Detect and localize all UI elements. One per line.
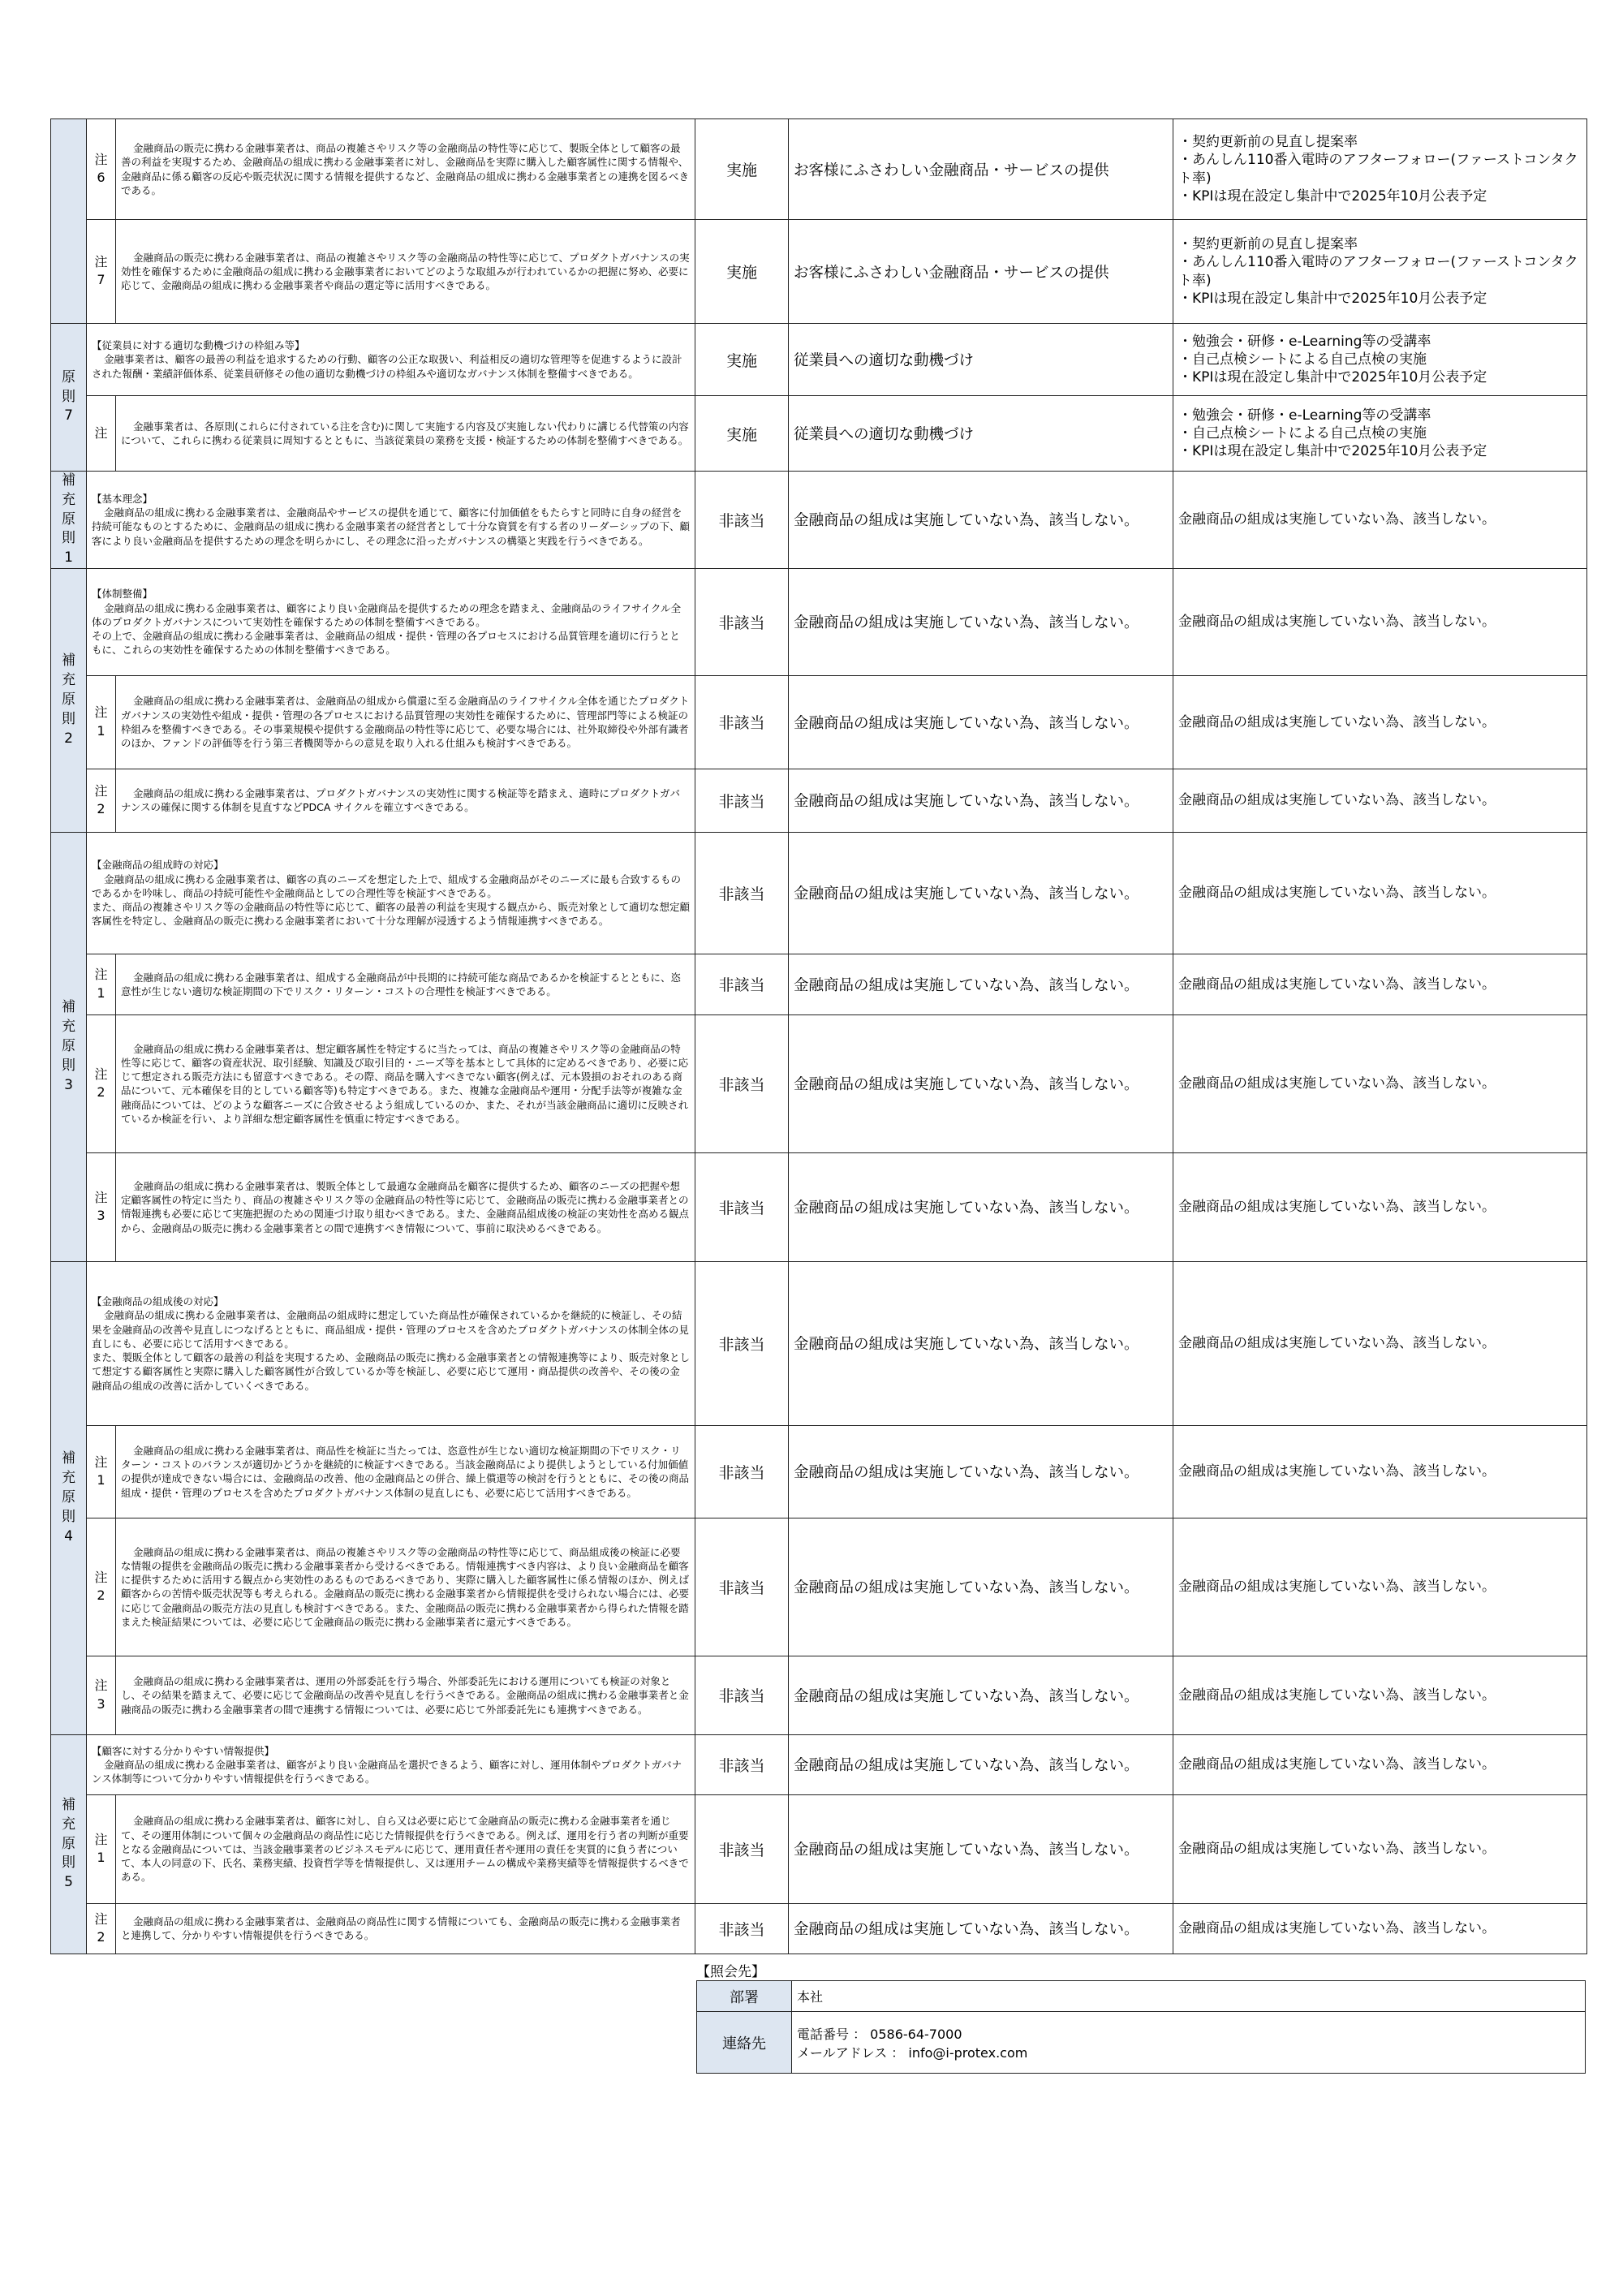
kpi-cell: 金融商品の組成は実施していない為、該当しない。 xyxy=(1173,675,1587,769)
status-cell: 非該当 xyxy=(695,769,789,832)
principle-description: 金融商品の組成に携わる金融事業者は、金融商品の商品性に関する情報についても、金融商品の販売に携わる金融事業者と連携して、分かりやすい情報提供を行うべきである。 xyxy=(116,1903,695,1954)
principle-description: 金融商品の組成に携わる金融事業者は、想定顧客属性を特定するに当たっては、商品の複雑さやリスク等の金融商品の特性等に応じて、顧客の資産状況、取引経験、知識及び取引目的・ニーズ等を基本として具体的に定めるべきであり、必要に応じて想定される販売方法にも留意すべきである。その際、商品を購入すべきでない顧客(例えば、元本毀損のおそれのある商品について、元本確保を目的としている顧客等)も特定すべきである。また、複雑な金融商品や運用・分配手法等が複雑な金融商品については、どのような顧客ニーズに合致させるよう組成しているのか、また、それが当該金融商品に適切に反映されているか検証を行い、より詳細な想定顧客属性を慎重に特定すべきである。 xyxy=(116,1014,695,1152)
plan-cell: お客様にふさわしい金融商品・サービスの提供 xyxy=(789,119,1173,220)
note-label: 注7 xyxy=(87,220,116,324)
kpi-cell: 金融商品の組成は実施していない為、該当しない。 xyxy=(1173,1518,1587,1656)
plan-cell: 金融商品の組成は実施していない為、該当しない。 xyxy=(789,1425,1173,1518)
group-label: 補充原則2 xyxy=(51,568,87,832)
principle-description: 金融商品の組成に携わる金融事業者は、商品の複雑さやリスク等の金融商品の特性等に応じて、商品組成後の検証に必要な情報の提供を金融商品の販売に携わる金融事業者から受けるべきである。情報連携すべき内容は、より良い金融商品を顧客に提供するために活用する観点から実効性のあるものであるべきであり、実際に購入した顧客属性に係る情報のほか、例えば顧客からの苦情や販売状況等も考えられる。金融商品の販売に携わる金融事業者から情報提供を受けられない場合には、必要に応じて金融商品の販売方法の見直しも検討すべきである。また、金融商品の販売に携わる金融事業者から得られた情報を踏まえた検証結果については、必要に応じて金融商品の販売に携わる金融事業者に還元すべきである。 xyxy=(116,1518,695,1656)
contact-table xyxy=(696,1980,1586,2074)
plan-cell: 金融商品の組成は実施していない為、該当しない。 xyxy=(789,832,1173,954)
principle-heading: 【基本理念】 xyxy=(92,492,153,505)
status-cell: 非該当 xyxy=(695,1518,789,1656)
plan-cell: 金融商品の組成は実施していない為、該当しない。 xyxy=(789,1014,1173,1152)
table-row xyxy=(51,1734,1587,1794)
note-label: 注1 xyxy=(87,954,116,1014)
table-row xyxy=(51,675,1587,769)
contact-details xyxy=(792,2012,1586,2074)
table-row xyxy=(51,1152,1587,1261)
email-address: メールアドレス ： info@i-protex.com xyxy=(797,2044,1028,2061)
plan-cell: 金融商品の組成は実施していない為、該当しない。 xyxy=(789,954,1173,1014)
status-cell: 非該当 xyxy=(695,568,789,675)
kpi-cell xyxy=(1173,119,1587,220)
note-label: 注3 xyxy=(87,1152,116,1261)
note-label: 注1 xyxy=(87,1425,116,1518)
kpi-text: ・契約更新前の見直し提案率 ・あんしん110番入電時のアフターフォロー(ファーストコンタクト率) ・KPIは現在設定し集計中で2025年10月公表予定 xyxy=(1178,236,1578,307)
table-row xyxy=(51,568,1587,675)
group-label: 補充原則5 xyxy=(51,1734,87,1954)
principle-description: 【金融商品の組成時の対応】 金融商品の組成に携わる金融事業者は、顧客の真のニーズを想定した上で、組成する金融商品がそのニーズに最も合致するものであるかを吟味し、商品の持続可能性や金融商品としての合理性等を検証すべきである。 また、商品の複雑さやリスク等の金融商品の特性等に応じて、顧客の最善の利益を実現する観点から、販売対象として適切な想定顧客属性を特定し、金融商品の販売に携わる金融事業者において十分な理解が浸透するよう情報連携すべきである。 xyxy=(87,832,695,954)
kpi-cell xyxy=(1173,220,1587,324)
principle-heading: 【体制整備】 xyxy=(92,588,153,601)
principles-table xyxy=(50,118,1587,1954)
plan-cell: 従業員への適切な動機づけ xyxy=(789,396,1173,472)
plan-cell: 金融商品の組成は実施していない為、該当しない。 xyxy=(789,472,1173,569)
status-cell: 非該当 xyxy=(695,954,789,1014)
principle-description: 金融商品の販売に携わる金融事業者は、商品の複雑さやリスク等の金融商品の特性等に応じて、製販全体として顧客の最善の利益を実現するため、金融商品の組成に携わる金融事業者に対し、金融商品を実際に購入した顧客属性に関する情報や、金融商品に係る顧客の反応や販売状況に関する情報を提供するなど、金融商品の組成に携わる金融事業者との連携を図るべきである。 xyxy=(116,119,695,220)
table-row xyxy=(51,769,1587,832)
principle-description: 【顧客に対する分かりやすい情報提供】 金融商品の組成に携わる金融事業者は、顧客がより良い金融商品を選択できるよう、顧客に対し、運用体制やプロダクトガバナンス体制等について分かりやすい情報提供を行うべきである。 xyxy=(87,1734,695,1794)
principle-description: 【従業員に対する適切な動機づけの枠組み等】 金融事業者は、顧客の最善の利益を追求するための行動、顧客の公正な取扱い、利益相反の適切な管理等を促進するように設計された報酬・業績評価体系、従業員研修その他の適切な動機づけの枠組みや適切なガバナンス体制を整備すべきである。 xyxy=(87,324,695,396)
note-label: 注3 xyxy=(87,1656,116,1734)
kpi-cell: 金融商品の組成は実施していない為、該当しない。 xyxy=(1173,832,1587,954)
table-row xyxy=(51,1518,1587,1656)
status-cell: 非該当 xyxy=(695,1261,789,1425)
principle-description: 金融事業者は、各原則(これらに付されている注を含む)に関して実施する内容及び実施しない代わりに講じる代替策の内容について、これらに携わる従業員に周知するとともに、当該従業員の業務を支援・検証するための体制を整備すべきである。 xyxy=(116,396,695,472)
plan-cell: 金融商品の組成は実施していない為、該当しない。 xyxy=(789,1734,1173,1794)
plan-cell: 金融商品の組成は実施していない為、該当しない。 xyxy=(789,769,1173,832)
phone-number: 電話番号 ： 0586-64-7000 xyxy=(797,2026,962,2042)
status-cell: 非該当 xyxy=(695,1903,789,1954)
principle-description: 金融商品の組成に携わる金融事業者は、製販全体として最適な金融商品を顧客に提供するため、顧客のニーズの把握や想定顧客属性の特定に当たり、商品の複雑さやリスク等の金融商品の特性等に応じて、金融商品の販売に携わる金融事業者との情報連携も必要に応じて実施把握のための関連づけ取り組むべきである。また、金融商品組成後の検証の実効性を高める観点から、金融商品の販売に携わる金融事業者との間で連携すべき情報について、事前に取決めるべきである。 xyxy=(116,1152,695,1261)
note-label: 注2 xyxy=(87,769,116,832)
principle-heading: 【金融商品の組成時の対応】 xyxy=(92,859,224,872)
table-row xyxy=(51,1014,1587,1152)
plan-cell: 金融商品の組成は実施していない為、該当しない。 xyxy=(789,1152,1173,1261)
kpi-cell: 金融商品の組成は実施していない為、該当しない。 xyxy=(1173,1425,1587,1518)
status-cell: 非該当 xyxy=(695,1152,789,1261)
status-cell: 実施 xyxy=(695,396,789,472)
status-cell: 実施 xyxy=(695,324,789,396)
group-label: 補充原則3 xyxy=(51,832,87,1261)
kpi-cell: 金融商品の組成は実施していない為、該当しない。 xyxy=(1173,954,1587,1014)
kpi-cell: 金融商品の組成は実施していない為、該当しない。 xyxy=(1173,472,1587,569)
note-label: 注2 xyxy=(87,1518,116,1656)
table-row xyxy=(697,1981,1586,2012)
kpi-cell: 金融商品の組成は実施していない為、該当しない。 xyxy=(1173,1261,1587,1425)
status-cell: 非該当 xyxy=(695,472,789,569)
note-label: 注2 xyxy=(87,1903,116,1954)
plan-cell: 金融商品の組成は実施していない為、該当しない。 xyxy=(789,1261,1173,1425)
kpi-cell: 金融商品の組成は実施していない為、該当しない。 xyxy=(1173,1903,1587,1954)
principle-description: 金融商品の組成に携わる金融事業者は、商品性を検証に当たっては、恣意性が生じない適切な検証期間の下でリスク・リターン・コストのバランスが適切かどうかを継続的に検証すべきである。当該金融商品により提供しようとしている付加価値の提供が達成できない場合には、金融商品の改善、他の金融商品との併合、繰上償還等の検討を行うとともに、その後の商品組成・提供・管理のプロセスを含めたプロダクトガバナンス体制の見直しにも、必要に応じて活用すべきである。 xyxy=(116,1425,695,1518)
principle-heading: 【従業員に対する適切な動機づけの枠組み等】 xyxy=(92,339,305,352)
kpi-text: ・契約更新前の見直し提案率 ・あんしん110番入電時のアフターフォロー(ファーストコンタクト率) ・KPIは現在設定し集計中で2025年10月公表予定 xyxy=(1178,134,1578,205)
principle-description: 金融商品の組成に携わる金融事業者は、顧客に対し、自ら又は必要に応じて金融商品の販売に携わる金融事業者を通じて、その運用体制について個々の金融商品の商品性に応じた情報提供を行うべきである。例えば、運用を行う者の判断が重要となる金融商品については、当該金融事業者のビジネスモデルに応じて、運用責任者や運用の責任を実質的に負う者について、本人の同意の下、氏名、業務実績、投資哲学等を情報提供し、又は運用チームの構成や業務実績等を情報提供するべきである。 xyxy=(116,1794,695,1903)
status-cell: 非該当 xyxy=(695,1734,789,1794)
plan-cell: 金融商品の組成は実施していない為、該当しない。 xyxy=(789,1656,1173,1734)
contact-title: 【照会先】 xyxy=(696,1964,765,1980)
dept-label: 部署 xyxy=(697,1981,792,2012)
plan-cell: 金融商品の組成は実施していない為、該当しない。 xyxy=(789,1903,1173,1954)
kpi-text: ・勉強会・研修・e-Learning等の受講率 ・自己点検シートによる自己点検の実施 ・KPIは現在設定し集計中で2025年10月公表予定 xyxy=(1178,333,1487,386)
plan-cell: 金融商品の組成は実施していない為、該当しない。 xyxy=(789,1794,1173,1903)
table-row xyxy=(51,954,1587,1014)
principle-description: 【体制整備】 金融商品の組成に携わる金融事業者は、顧客により良い金融商品を提供するための理念を踏まえ、金融商品のライフサイクル全体のプロダクトガバナンスについて実効性を確保するための体制を整備すべきである。 その上で、金融商品の組成に携わる金融事業者は、金融商品の組成・提供・管理の各プロセスにおける品質管理を適切に行うとともに、これらの実効性を確保するための体制を整備すべきである。 xyxy=(87,568,695,675)
principle-description: 金融商品の販売に携わる金融事業者は、商品の複雑さやリスク等の金融商品の特性等に応じて、プロダクトガバナンスの実効性を確保するために金融商品の組成に携わる金融事業者においてどのような取組みが行われているかの把握に努め、必要に応じて、金融商品の組成に携わる金融事業者や商品の選定等に活用すべきである。 xyxy=(116,220,695,324)
principle-description: 【金融商品の組成後の対応】 金融商品の組成に携わる金融事業者は、金融商品の組成時に想定していた商品性が確保されているかを継続的に検証し、その結果を金融商品の改善や見直しにつなげるとともに、商品組成・提供・管理のプロセスを含めたプロダクトガバナンスの体制全体の見直しにも、必要に応じて活用すべきである。 また、製販全体として顧客の最善の利益を実現するため、金融商品の販売に携わる金融事業者との情報連携等により、販売対象として想定する顧客属性と実際に購入した顧客属性が合致しているか等を検証し、必要に応じて運用・商品提供の改善や、その後の金融商品の組成の改善に活かしていくべきである。 xyxy=(87,1261,695,1425)
table-row xyxy=(51,832,1587,954)
status-cell: 非該当 xyxy=(695,1014,789,1152)
table-row xyxy=(51,220,1587,324)
principle-description: 金融商品の組成に携わる金融事業者は、金融商品の組成から償還に至る金融商品のライフサイクル全体を通じたプロダクトガバナンスの実効性や組成・提供・管理の各プロセスにおける品質管理の実効性を確保するために、管理部門等による検証の枠組みを整備すべきである。その事業規模や提供する金融商品の特性等に応じて、必要な場合には、社外取締役や外部有識者のほか、ファンドの評価等を行う第三者機関等からの意見を取り入れる仕組みも検討すべきである。 xyxy=(116,675,695,769)
table-row xyxy=(697,2012,1586,2074)
plan-cell: 金融商品の組成は実施していない為、該当しない。 xyxy=(789,675,1173,769)
kpi-cell: 金融商品の組成は実施していない為、該当しない。 xyxy=(1173,769,1587,832)
principle-description: 金融商品の組成に携わる金融事業者は、組成する金融商品が中長期的に持続可能な商品であるかを検証するとともに、恣意性が生じない適切な検証期間の下でリスク・リターン・コストの合理性を検証すべきである。 xyxy=(116,954,695,1014)
plan-cell: 金融商品の組成は実施していない為、該当しない。 xyxy=(789,568,1173,675)
principle-description: 【基本理念】 金融商品の組成に携わる金融事業者は、金融商品やサービスの提供を通じて、顧客に付加価値をもたらすと同時に自身の経営を持続可能なものとするために、金融商品の組成に携わる金融事業者の経営者として十分な資質を有する者のリーダーシップの下、顧客により良い金融商品を提供するための理念を明らかにし、その理念に沿ったガバナンスの構築と実践を行うべきである。 xyxy=(87,472,695,569)
table-row xyxy=(51,472,1587,569)
principle-description: 金融商品の組成に携わる金融事業者は、プロダクトガバナンスの実効性に関する検証等を踏まえ、適時にプロダクトガバナンスの確保に関する体制を見直すなどPDCA サイクルを確立すべきである。 xyxy=(116,769,695,832)
status-cell: 非該当 xyxy=(695,1656,789,1734)
plan-cell: 従業員への適切な動機づけ xyxy=(789,324,1173,396)
plan-cell: 金融商品の組成は実施していない為、該当しない。 xyxy=(789,1518,1173,1656)
principle-heading: 【顧客に対する分かりやすい情報提供】 xyxy=(92,1744,275,1757)
contact-label: 連絡先 xyxy=(697,2012,792,2074)
table-row xyxy=(51,324,1587,396)
status-cell: 実施 xyxy=(695,220,789,324)
table-row xyxy=(51,1794,1587,1903)
note-label: 注1 xyxy=(87,675,116,769)
note-label: 注6 xyxy=(87,119,116,220)
status-cell: 非該当 xyxy=(695,1794,789,1903)
principle-heading: 【金融商品の組成後の対応】 xyxy=(92,1295,224,1308)
status-cell: 実施 xyxy=(695,119,789,220)
kpi-cell: 金融商品の組成は実施していない為、該当しない。 xyxy=(1173,1794,1587,1903)
group-label: 補充原則4 xyxy=(51,1261,87,1734)
group-label: 原則7 xyxy=(51,324,87,472)
table-row xyxy=(51,119,1587,220)
kpi-cell: 金融商品の組成は実施していない為、該当しない。 xyxy=(1173,1656,1587,1734)
principle-description: 金融商品の組成に携わる金融事業者は、運用の外部委託を行う場合、外部委託先における運用についても検証の対象とし、その結果を踏まえて、必要に応じて金融商品の改善や見直しを行うべきである。金融商品の組成に携わる金融事業者と金融商品の販売に携わる金融事業者の間で連携する情報については、必要に応じて外部委託先にも連携すべきである。 xyxy=(116,1656,695,1734)
note-label: 注 xyxy=(87,396,116,472)
table-row xyxy=(51,1656,1587,1734)
note-label: 注2 xyxy=(87,1014,116,1152)
kpi-cell: 金融商品の組成は実施していない為、該当しない。 xyxy=(1173,1734,1587,1794)
status-cell: 非該当 xyxy=(695,675,789,769)
kpi-text: ・勉強会・研修・e-Learning等の受講率 ・自己点検シートによる自己点検の実施 ・KPIは現在設定し集計中で2025年10月公表予定 xyxy=(1178,407,1487,460)
plan-cell: お客様にふさわしい金融商品・サービスの提供 xyxy=(789,220,1173,324)
table-row xyxy=(51,1903,1587,1954)
kpi-cell: 金融商品の組成は実施していない為、該当しない。 xyxy=(1173,1014,1587,1152)
table-row xyxy=(51,1261,1587,1425)
kpi-cell xyxy=(1173,396,1587,472)
status-cell: 非該当 xyxy=(695,1425,789,1518)
group-label: 補充原則1 xyxy=(51,472,87,569)
kpi-cell xyxy=(1173,324,1587,396)
kpi-cell: 金融商品の組成は実施していない為、該当しない。 xyxy=(1173,1152,1587,1261)
status-cell: 非該当 xyxy=(695,832,789,954)
table-row xyxy=(51,396,1587,472)
note-label: 注1 xyxy=(87,1794,116,1903)
kpi-cell: 金融商品の組成は実施していない為、該当しない。 xyxy=(1173,568,1587,675)
table-row xyxy=(51,1425,1587,1518)
group-label xyxy=(51,119,87,324)
dept-value: 本社 xyxy=(792,1981,1586,2012)
